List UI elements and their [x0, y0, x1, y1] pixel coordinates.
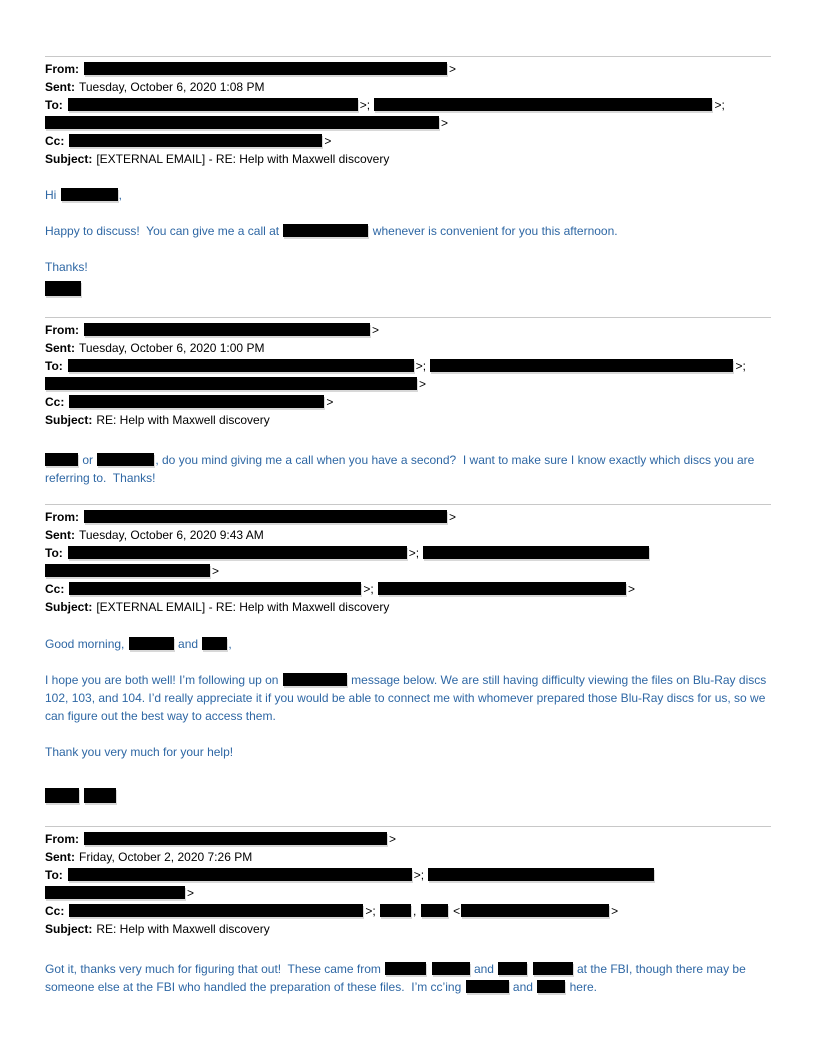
signature-redaction-bar [45, 281, 81, 296]
cc-label: Cc: [45, 134, 65, 148]
section-divider [45, 56, 771, 57]
redaction-bar [69, 904, 363, 917]
angle-bracket: >; [363, 582, 374, 596]
angle-bracket: > [628, 582, 636, 596]
email-1-body [45, 186, 771, 298]
email-1-header [45, 60, 771, 168]
subject-row [45, 411, 771, 429]
cc-row [45, 132, 771, 150]
sent-label: Sent: [45, 341, 75, 355]
redaction-bar [97, 453, 154, 466]
angle-bracket: > [212, 564, 220, 578]
angle-bracket: >; [413, 868, 425, 882]
redaction-bar [378, 582, 626, 595]
email-2 [45, 317, 771, 487]
body-text: Hi [45, 188, 60, 202]
angle-bracket: >; [714, 98, 725, 112]
email-2-header [45, 321, 771, 429]
subject-label: Subject: [45, 152, 93, 166]
body-text: at the FBI, though there may be someone else at the FBI who handled the preparation of these files. I’m cc’ing [45, 962, 750, 994]
from-label: From: [45, 323, 79, 337]
sent-row [45, 78, 771, 96]
section-divider [45, 826, 771, 827]
redaction-bar [84, 510, 447, 523]
redaction-bar [385, 962, 426, 975]
redaction-bar [461, 904, 609, 917]
email-1 [45, 56, 771, 298]
redaction-bar [428, 868, 654, 881]
body-text: Good morning, [45, 637, 128, 651]
email-3 [45, 504, 771, 805]
redaction-bar [129, 637, 174, 650]
closing-line [45, 258, 771, 276]
sent-value: Tuesday, October 6, 2020 9:43 AM [79, 528, 264, 542]
subject-value: RE: Help with Maxwell discovery [96, 922, 270, 936]
redaction-bar [45, 886, 185, 899]
body-text: and [509, 980, 537, 994]
body-text: , [118, 188, 123, 202]
sent-value: Friday, October 2, 2020 7:26 PM [79, 850, 253, 864]
redaction-bar [380, 904, 411, 917]
angle-bracket: > [187, 886, 195, 900]
redaction-bar [432, 962, 470, 975]
email-3-header [45, 508, 771, 616]
body-paragraph [45, 222, 771, 240]
email-4-body [45, 960, 771, 996]
redaction-bar [69, 582, 361, 595]
signature-redaction-bar [84, 788, 116, 803]
sent-label: Sent: [45, 528, 75, 542]
redaction-bar [202, 637, 227, 650]
signature-line [45, 787, 771, 805]
sent-value: Tuesday, October 6, 2020 1:08 PM [79, 80, 265, 94]
to-label: To: [45, 546, 63, 560]
greeting-line [45, 186, 771, 204]
body-text: , [228, 637, 232, 651]
subject-row [45, 598, 771, 616]
redaction-bar [283, 673, 347, 686]
body-text: Happy to discuss! You can give me a call at [45, 224, 283, 238]
redaction-bar [69, 134, 322, 147]
body-text: whenever is convenient for you this afternoon. [369, 224, 618, 238]
angle-bracket: > [611, 904, 619, 918]
sent-row [45, 339, 771, 357]
angle-bracket: > [441, 116, 449, 130]
email-2-body [45, 451, 771, 487]
angle-bracket: > [324, 134, 332, 148]
body-text: , do you mind giving me a call when you have a second? I want to make sure I know exactly which discs you are referring to. Thanks! [45, 453, 758, 485]
angle-bracket: > [389, 832, 397, 846]
redaction-bar [421, 904, 448, 917]
subject-row [45, 920, 771, 938]
angle-bracket: >; [408, 546, 420, 560]
body-text: I hope you are both well! I’m following up on [45, 673, 282, 687]
to-row-continued [45, 562, 771, 580]
email-3-body [45, 635, 771, 805]
angle-bracket: >; [415, 359, 427, 373]
sent-value: Tuesday, October 6, 2020 1:00 PM [79, 341, 265, 355]
to-label: To: [45, 868, 63, 882]
redaction-bar [45, 453, 78, 466]
redaction-bar [430, 359, 733, 372]
from-label: From: [45, 62, 79, 76]
redaction-bar [84, 832, 387, 845]
subject-value: RE: Help with Maxwell discovery [96, 413, 270, 427]
angle-bracket: > [449, 510, 457, 524]
subject-value: [EXTERNAL EMAIL] - RE: Help with Maxwell discovery [96, 600, 390, 614]
sent-label: Sent: [45, 80, 75, 94]
to-label: To: [45, 359, 63, 373]
signature-redaction-bar [45, 788, 79, 803]
redaction-bar [68, 98, 358, 111]
angle-bracket: < [453, 904, 461, 918]
body-paragraph [45, 671, 771, 725]
from-row [45, 830, 771, 848]
to-row-continued [45, 884, 771, 902]
angle-bracket: >; [365, 904, 376, 918]
cc-label: Cc: [45, 395, 65, 409]
body-text [528, 962, 531, 976]
subject-label: Subject: [45, 413, 93, 427]
from-row [45, 321, 771, 339]
section-divider [45, 504, 771, 505]
angle-bracket: >; [359, 98, 371, 112]
sent-row [45, 848, 771, 866]
redaction-bar [45, 564, 210, 577]
to-row-continued [45, 114, 771, 132]
cc-label: Cc: [45, 904, 65, 918]
cc-label: Cc: [45, 582, 65, 596]
redaction-bar [45, 377, 417, 390]
to-row [45, 544, 771, 562]
from-label: From: [45, 510, 79, 524]
angle-bracket: > [449, 62, 457, 76]
redaction-bar [68, 868, 412, 881]
redaction-bar [533, 962, 573, 975]
redaction-bar [374, 98, 712, 111]
redaction-bar [84, 62, 447, 75]
redaction-bar [45, 116, 439, 129]
section-divider [45, 317, 771, 318]
redaction-bar [84, 323, 370, 336]
body-text [427, 962, 430, 976]
body-text: message below. We are still having difficulty viewing the files on Blu-Ray discs 102, 103, and 104. I’d really appreciate it if you would be able to connect me with whomever prepared those Blu-Ray discs for us, so we can figure out the best way to access them. [45, 673, 770, 723]
body-paragraph [45, 451, 771, 487]
redaction-bar [69, 395, 324, 408]
email-4 [45, 826, 771, 996]
closing-line [45, 743, 771, 761]
cc-row [45, 902, 771, 920]
to-row [45, 866, 771, 884]
angle-bracket: >; [735, 359, 746, 373]
body-text: and [174, 637, 202, 651]
sent-label: Sent: [45, 850, 75, 864]
angle-bracket: > [326, 395, 334, 409]
angle-bracket: > [419, 377, 427, 391]
to-row [45, 96, 771, 114]
body-text: Thanks! [45, 260, 88, 274]
redaction-bar [68, 546, 407, 559]
from-row [45, 508, 771, 526]
body-text: Thank you very much for your help! [45, 745, 234, 759]
subject-label: Subject: [45, 600, 93, 614]
redaction-bar [68, 359, 414, 372]
greeting-line [45, 635, 771, 653]
redaction-bar [537, 980, 565, 993]
body-text: here. [566, 980, 597, 994]
redaction-bar [61, 188, 118, 201]
redaction-bar [466, 980, 509, 993]
redaction-bar [283, 224, 368, 237]
body-text: or [79, 453, 97, 467]
sent-row [45, 526, 771, 544]
angle-bracket: > [372, 323, 380, 337]
redaction-bar [498, 962, 527, 975]
cc-row [45, 580, 771, 598]
from-row [45, 60, 771, 78]
subject-row [45, 150, 771, 168]
redaction-bar [423, 546, 649, 559]
to-label: To: [45, 98, 63, 112]
cc-row [45, 393, 771, 411]
body-text: and [470, 962, 498, 976]
comma: , [413, 904, 417, 918]
email-4-header [45, 830, 771, 938]
to-row-continued [45, 375, 771, 393]
to-row [45, 357, 771, 375]
subject-value: [EXTERNAL EMAIL] - RE: Help with Maxwell discovery [96, 152, 390, 166]
from-label: From: [45, 832, 79, 846]
body-text: Got it, thanks very much for figuring that out! These came from [45, 962, 385, 976]
signature-line [45, 280, 771, 298]
subject-label: Subject: [45, 922, 93, 936]
body-paragraph [45, 960, 771, 996]
